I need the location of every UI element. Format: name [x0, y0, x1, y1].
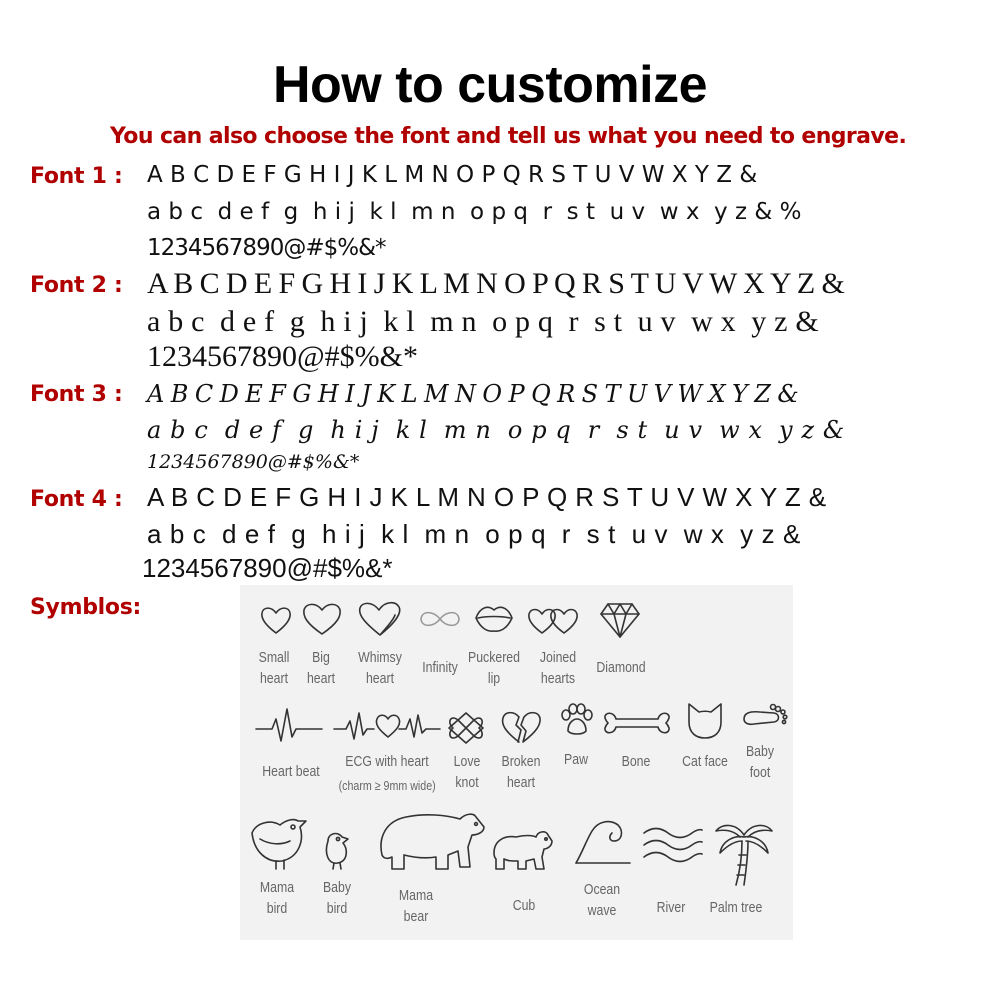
symbol-label: Palm tree: [709, 899, 763, 916]
symbol-label: Big heart: [306, 649, 336, 687]
symbol-label: ECG with heart: [345, 753, 429, 770]
puckered-lip-icon: [472, 601, 516, 635]
symbol-label: Paw: [564, 751, 588, 768]
symbols-label: Symblos:: [30, 595, 142, 620]
font-4-numbers: 1234567890@#$%&*: [142, 553, 393, 583]
infinity-icon: [416, 607, 464, 631]
big-heart-icon: [300, 600, 344, 638]
symbol-label: Heart beat: [262, 763, 320, 780]
baby-bird-icon: [320, 829, 356, 873]
font-1-numbers: 1234567890@#$%&*: [147, 235, 386, 261]
mama-bear-icon: [376, 807, 488, 873]
love-knot-icon: [445, 709, 487, 747]
font-3-numbers: 1234567890@#$%&*: [147, 451, 360, 473]
font-3-uppercase: A B C D E F G H I J K L M N O P Q R S T U V W X Y Z &: [147, 380, 799, 408]
cat-face-icon: [683, 700, 727, 742]
font-2-label: Font 2 :: [30, 273, 123, 298]
font-3-lowercase: a b c d e f g h i j k l m n o p q r s t u v w x y z &: [147, 416, 845, 444]
font-4-label: Font 4 :: [30, 487, 123, 512]
ecg-heart-icon: [332, 707, 442, 747]
symbol-label: Love knot: [453, 753, 481, 791]
symbol-label: Baby bird: [322, 879, 352, 917]
symbol-label: Small heart: [258, 649, 290, 687]
font-2-lowercase: a b c d e f g h i j k l m n o p q r s t u v w x y z &: [147, 305, 819, 338]
symbol-label: Mama bird: [259, 879, 295, 917]
bone-icon: [602, 709, 672, 737]
font-3-label: Font 3 :: [30, 382, 123, 407]
ocean-wave-icon: [572, 817, 634, 867]
symbol-label: Cat face: [682, 753, 728, 770]
symbol-label: Puckered lip: [468, 649, 520, 687]
heart-beat-icon: [254, 705, 324, 749]
symbols-panel: [240, 585, 793, 940]
symbol-label: Whimsy heart: [358, 649, 402, 687]
whimsy-heart-icon: [355, 599, 405, 639]
font-1-uppercase: A B C D E F G H I J K L M N O P Q R S T U V W X Y Z &: [147, 162, 758, 188]
symbol-label: Broken heart: [501, 753, 541, 791]
symbol-label: River: [656, 899, 686, 916]
small-heart-icon: [258, 603, 294, 637]
font-4-lowercase: a b c d e f g h i j k l m n o p q r s t u v w x y z &: [147, 519, 801, 549]
paw-icon: [558, 703, 594, 739]
symbol-label: Diamond: [596, 659, 646, 676]
font-4-uppercase: A B C D E F G H I J K L M N O P Q R S T U V W X Y Z &: [147, 482, 827, 512]
baby-foot-icon: [740, 703, 788, 727]
mama-bird-icon: [246, 815, 320, 871]
symbol-label: Bone: [621, 753, 651, 770]
page-title: How to customize: [272, 56, 708, 114]
diamond-icon: [598, 600, 642, 640]
font-2-uppercase: A B C D E F G H I J K L M N O P Q R S T U V W X Y Z &: [147, 267, 845, 300]
symbol-label: Cub: [512, 897, 536, 914]
font-1-lowercase: a b c d e f g h i j k l m n o p q r s t u v w x y z & %: [147, 199, 802, 225]
page-subtitle: You can also choose the font and tell us what you need to engrave.: [110, 124, 907, 149]
symbol-note: (charm ≥ 9mm wide): [338, 778, 436, 793]
river-icon: [640, 825, 706, 865]
broken-heart-icon: [498, 707, 544, 747]
font-1-label: Font 1 :: [30, 164, 123, 189]
symbol-label: Joined hearts: [539, 649, 577, 687]
symbol-label: Infinity: [422, 659, 458, 676]
symbol-label: Ocean wave: [583, 881, 621, 919]
font-2-numbers: 1234567890@#$%&*: [147, 340, 418, 373]
symbol-label: Baby foot: [745, 743, 775, 781]
joined-hearts-icon: [526, 605, 582, 637]
cub-icon: [490, 825, 556, 873]
symbol-label: Mama bear: [398, 887, 434, 925]
palm-tree-icon: [712, 819, 776, 889]
